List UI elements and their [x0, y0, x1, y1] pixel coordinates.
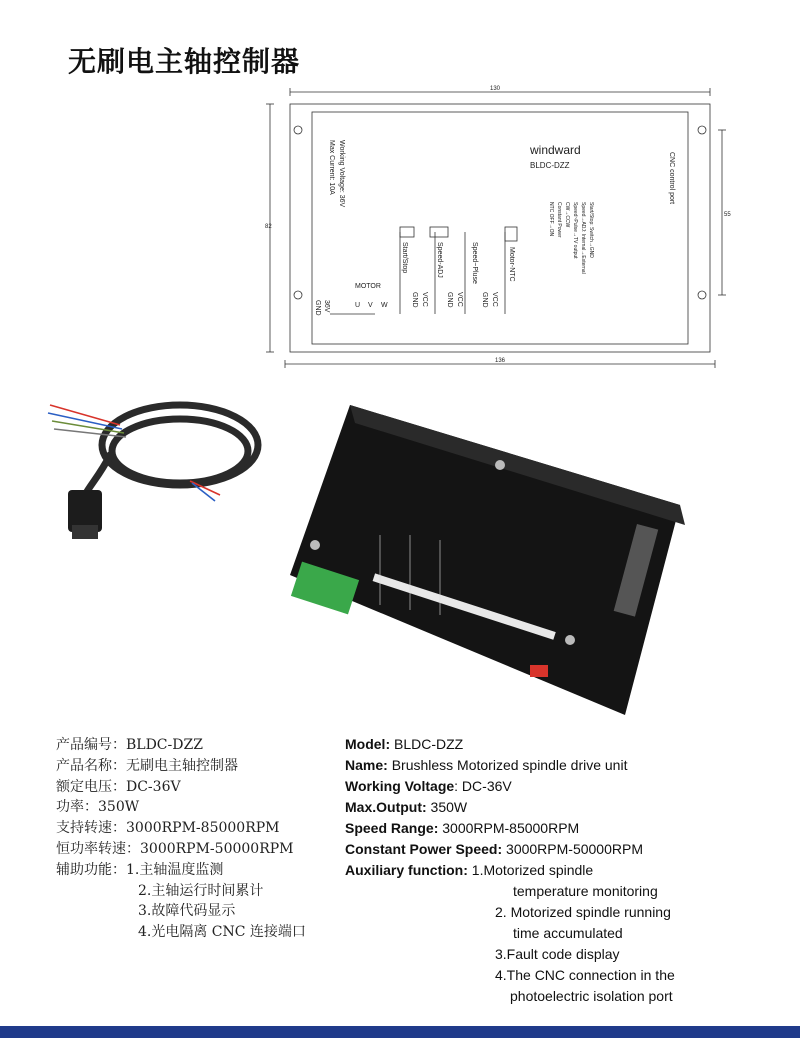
en-spec-label: Working Voltage — [345, 778, 455, 794]
cn-spec-label: 额定电压： — [56, 778, 126, 795]
power-pin-36v: 36V — [323, 300, 330, 313]
io-label-3: CW→CCW — [564, 202, 570, 228]
io-label-4: Constant Power — [556, 202, 562, 238]
en-spec-value: BLDC-DZZ — [394, 736, 464, 752]
brand-label: windward — [530, 143, 581, 157]
cn-spec-label: 辅助功能： — [56, 861, 126, 878]
ctrl-label-9: Motor-NTC — [508, 247, 515, 282]
cn-spec-label: 产品名称： — [56, 757, 126, 774]
ctrl-label-3: Speed-ADJ — [436, 242, 443, 278]
en-spec-extra: 4.The CNC connection in the — [495, 967, 675, 983]
en-spec-extra: 2. Motorized spindle running — [495, 904, 671, 920]
cn-spec-label: 功率： — [56, 799, 98, 816]
cn-spec-value: BLDC-DZZ — [126, 737, 203, 753]
en-spec-label: Model: — [345, 736, 391, 752]
io-label-1: Speed→ADJ: Internal→External — [580, 202, 586, 274]
en-spec-row — [345, 755, 675, 776]
en-spec-extra: 3.Fault code display — [495, 946, 620, 962]
ctrl-label-0: Start/Stop — [401, 242, 408, 274]
en-spec-value: 3000RPM-85000RPM — [442, 820, 580, 836]
page-title: 无刷电主轴控制器 — [68, 45, 301, 78]
io-label-0: Start/Stop: Switch→GND — [588, 202, 594, 258]
en-spec-row — [345, 839, 675, 860]
cable-image — [30, 385, 270, 565]
dim-bottom: 136 — [494, 358, 506, 364]
voltage-label: Working Voltage: 36V — [338, 140, 345, 208]
ctrl-label-4: GND — [446, 292, 453, 308]
cn-spec-label: 产品编号： — [56, 737, 126, 753]
cn-spec-value: 1.主轴温度监测 — [126, 861, 224, 878]
motor-pin-w: W — [381, 302, 388, 309]
en-spec-label: Constant Power Speed: — [345, 841, 503, 857]
dim-left: 82 — [265, 224, 272, 230]
en-spec-value: 3000RPM-50000RPM — [506, 841, 643, 857]
en-spec-extra: photoelectric isolation port — [510, 988, 673, 1004]
cn-spec-row — [56, 777, 306, 798]
cn-spec-row — [56, 756, 306, 777]
en-spec-extra: time accumulated — [513, 925, 623, 941]
cn-spec-value: 350W — [98, 799, 140, 816]
controller-image — [285, 385, 705, 725]
en-spec-label: Speed Range: — [345, 820, 439, 836]
io-label-2: Speed~Pulse→TV output — [572, 202, 578, 259]
cn-spec-value: 3000RPM-85000RPM — [126, 820, 280, 837]
ctrl-label-6: Speed~Pluse — [471, 242, 478, 284]
en-spec-row — [345, 818, 675, 839]
cn-spec-row — [56, 735, 306, 756]
footer-bar — [0, 1026, 800, 1038]
model-label: BLDC-DZZ — [530, 161, 570, 170]
ctrl-label-7: GND — [481, 292, 488, 308]
en-spec-value: Brushless Motorized spindle drive unit — [391, 757, 628, 773]
current-label: Max Current: 10A — [328, 140, 335, 195]
en-spec-value: 350W — [430, 799, 468, 815]
en-spec-value: : DC-36V — [454, 778, 512, 794]
cnc-port-label: CNC control port — [668, 152, 675, 205]
cn-spec-value: 无刷电主轴控制器 — [126, 757, 238, 774]
cn-spec-row — [56, 797, 306, 818]
dim-right: 55 — [724, 212, 731, 218]
en-spec-label: Max.Output: — [345, 799, 427, 815]
cn-spec-row — [56, 839, 306, 860]
motor-pin-u: U — [355, 302, 361, 309]
en-spec-value: 1.Motorized spindle — [471, 862, 594, 878]
io-label-5: NTC OFF→ON — [548, 202, 554, 237]
en-spec-row — [345, 860, 675, 881]
motor-pin-v: V — [368, 302, 373, 309]
cn-spec-label: 支持转速： — [56, 820, 126, 837]
cn-spec-row — [56, 860, 306, 881]
dim-top: 130 — [489, 86, 501, 92]
cn-spec-value: 3000RPM-50000RPM — [140, 840, 294, 857]
en-spec-row — [345, 776, 675, 797]
cn-spec-extra: 2.主轴运行时间累计 — [138, 882, 264, 899]
ctrl-label-5: VCC — [456, 292, 463, 307]
ctrl-label-8: VCC — [491, 292, 498, 307]
cn-spec-extra: 3.故障代码显示 — [138, 903, 236, 920]
en-spec-row — [345, 734, 675, 755]
en-spec-label: Name: — [345, 757, 388, 773]
ctrl-label-2: VCC — [421, 292, 428, 307]
en-spec-list — [345, 734, 675, 1007]
cn-spec-row — [56, 818, 306, 839]
cn-spec-value: DC-36V — [126, 778, 181, 795]
motor-label: MOTOR — [355, 283, 381, 290]
dimension-drawing — [260, 82, 730, 372]
cn-spec-list — [56, 735, 306, 943]
en-spec-label: Auxiliary function: — [345, 862, 468, 878]
cn-spec-extra: 4.光电隔离 CNC 连接端口 — [138, 924, 306, 941]
en-spec-extra: temperature monitoring — [513, 883, 658, 899]
ctrl-label-1: GND — [411, 292, 418, 308]
power-pin-gnd: GND — [314, 300, 321, 316]
en-spec-row — [345, 797, 675, 818]
cn-spec-label: 恒功率转速： — [56, 840, 140, 857]
